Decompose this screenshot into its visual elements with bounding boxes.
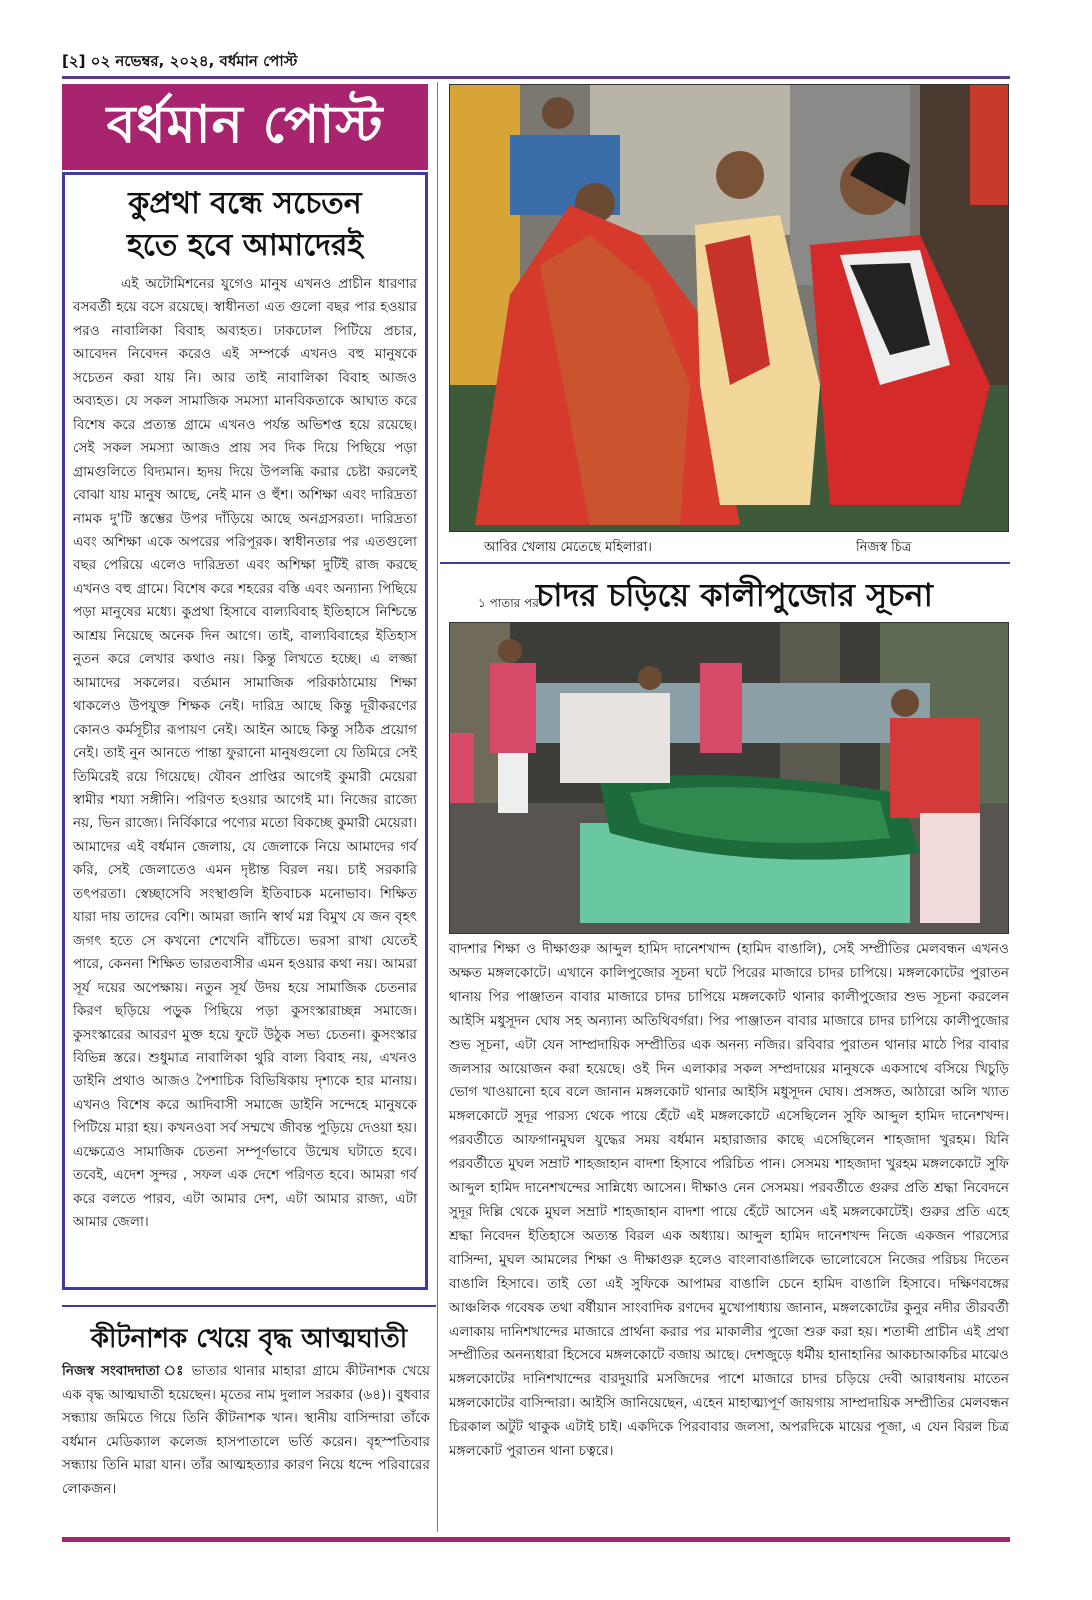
news2-body: ভাতার থানার মাহারা গ্রামে কীটনাশক খেয়ে এক বৃদ্ধ আত্মঘাতী হয়েছেন। মৃতের নাম দুলাল সরকার (৬৪)। বুধবার সন্ধ্যায় জমিতে গিয়ে তিনি কীটনাশক খান। স্থানীয় বাসিন্দারা তাঁকে বর্ধমান মেডিক্যাল কলেজ হাসপাতালে ভর্তি করেন। বৃহস্পতিবার সন্ধ্যায় তিনি মারা যান। তাঁর আত্মহত্যার কারণ নিয়ে ধন্দে পরিবারের লোকজন।	[62, 1363, 430, 1497]
photo1-caption: আবির খেলায় মেতেছে মহিলারা।	[484, 540, 652, 555]
top-rule	[62, 76, 1010, 79]
editorial-box	[62, 172, 428, 1290]
masthead	[62, 84, 428, 170]
masthead-title: বর্ধমান পোস্ট	[106, 94, 384, 155]
bottom-rule	[62, 1537, 1010, 1542]
abir-khela-photo	[449, 84, 1009, 532]
photo1-credit: নিজস্ব চিত্র	[856, 540, 912, 555]
page-folio: [২] ০২ নভেম্বর, ২০২৪, বর্ধমান পোস্ট	[62, 52, 298, 70]
chadar-mazar-photo	[449, 622, 1009, 934]
news1-headline: চাদর চড়িয়ে কালীপুজোর সূচনা	[536, 576, 933, 614]
section-rule-right	[440, 562, 1010, 564]
news1-body: বাদশার শিক্ষা ও দীক্ষাগুরু আব্দুল হামিদ দানেশখান্দ (হামিদ বাঙালি), সেই সম্প্রীতির মেলবন্ধন এখনও অক্ষত মঙ্গলকোটে। এখানে কালিপুজোর সূচনা ঘটে পিরের মাজারে চাদর চাপিয়ে। মঙ্গলকোটের পুরাতন থানায় পির পাঞ্জাতন বাবার মাজারে চাদর চাপিয়ে মঙ্গলকোট থানার কালীপুজোর শুভ সূচনা করলেন আইসি মধুসূদন ঘোষ সহ অন্যান্য অতিথিবর্গরা। পির পাঞ্জাতন বাবার মাজারে চাদর চাপিয়ে কালীপুজোর শুভ সূচনা, এটা যেন সাম্প্রদায়িক সম্প্রীতির এক অনন্য নজির। রবিবার পুরাতন থানার মাঠে পির বাবার জলসার আয়োজন করা হয়েছে। ওই দিন এলাকার সকল সম্প্রদায়ের মানুষকে একসাথে বসিয়ে খিচুড়ি ভোগ খাওয়ানো হবে বলে জানান মঙ্গলকোট থানার আইসি মধুসূদন ঘোষ। প্রসঙ্গত, আঠারো অলি খ্যাত মঙ্গলকোটে সুদূর পারস্য থেকে পায়ে হেঁটে এই মঙ্গলকোটে এসেছিলেন সুফি আব্দুল হামিদ দানেশখন্দ। পরবর্তীতে আফগানমুঘল যুদ্ধের সময় বর্ধমান মহারাজার কাছে এসেছিলেন শাহজাদা খুরহম। যিনি পরবর্তীতে মুঘল সম্রাট শাহজাহান বাদশা হিসাবে পরিচিত পান। সেসময় শাহজাদা খুরহম মঙ্গলকোটে সুফি আব্দুল হামিদ দানেশখন্দের সান্নিধ্যে আসেন। দীক্ষাও নেন সেসময়। পরবর্তীতে গুরুর প্রতি শ্রদ্ধা নিবেদনে সুদূর দিল্লি থেকে মুঘল সম্রাট শাহজাহান বাদশা পায়ে হেঁটে আসেন এই মঙ্গলকোটেই। গুরুর প্রতি এহে শ্রদ্ধা নিবেদন ইতিহাসে অত্যন্ত বিরল এক অধ্যায়। আব্দুল হামিদ দানেশখন্দ নিজে একজন পারস্যের বাসিন্দা, মুঘল আমলের শিক্ষা ও দীক্ষাগুরু হলেও বাংলাবাঙালিকে ভালোবেসে নিজের পরিচয় দিতেন বাঙালি হিসাবে। তাই তো এই সুফিকে আপামর বাঙালি চেনে হামিদ বাঙালি হিসাবে। দক্ষিণবঙ্গের আঞ্চলিক গবেষক তথা বর্ষীয়ান সাংবাদিক রণদেব মুখোপাধ্যায় জানান, মঙ্গলকোটের কুনুর নদীর তীরবর্তী এলাকায় দানিশখান্দের মাজারে প্রার্থনা করার পর মাকালীর পুজো শুরু করা হয়। শতাব্দী প্রাচীন এই প্রথা সম্প্রীতির অনন্যধারা হিসেবে মঙ্গলকোটে বজায় আছে। দেশজুড়ে ধর্মীয় হানাহানির আকচাআকচির মাঝেও মঙ্গলকোটের দানিশখান্দের বারদুয়ারি মসজিদের পাশে মাজারে চাদর চড়িয়ে দেবী আরাধনায় মাতেন মঙ্গলকোটের বাসিন্দারা। আইসি জানিয়েছেন, এহেন মাহাত্ম্যপূর্ণ জায়গায় সাম্প্রদায়িক সম্প্রীতির মেলবন্ধন চিরকাল অটুট থাকুক এটাই চাই। একদিকে পিরবাবার জলসা, অপরদিকে মায়ের পূজা, এ যেন বিরল চিত্র মঙ্গলকোট পুরাতন থানা চত্বরে।	[449, 941, 1009, 1460]
editorial-title-line1: কুপ্রথা বন্ধে সচেতন	[128, 186, 362, 221]
news2-article	[62, 1360, 430, 1501]
news2-byline: নিজস্ব সংবাদদাতা ঃ	[62, 1363, 186, 1379]
editorial-body: এই অটোমিশনের যুগেও মানুষ এখনও প্রাচীন ধারণার বসবর্তী হয়ে বসে রয়েছে। স্বাধীনতা এত গুলো বছর পার হওয়ার পরও নাবালিকা বিবাহ অব্যহত। ঢাকঢোল পিটিয়ে প্রচার, আবেদন নিবেদন করেও এই সম্পর্কে এখনও বহু মানুষকে সচেতন করা যায় নি। আর তাই নাবালিকা বিবাহ আজও অব্যহত। যে সকল সামাজিক সমস্যা মানবিকতাকে আঘাত করে বিশেষ করে প্রত্যন্ত গ্রামে এখনও পর্যন্ত অভিশপ্ত হয়ে রয়েছে। সেই সকল সমস্যা আজও প্রায় সব দিক দিয়ে পিছিয়ে পড়া গ্রামগুলিতে বিদ্যমান। হৃদয় দিয়ে উপলব্ধি করার চেষ্টা করলেই বোঝা যায় মানুষ আছে, নেই মান ও হুঁশ। অশিক্ষা এবং দারিদ্রতা নামক দু'টি স্তম্ভের উপর দাঁড়িয়ে আছে অনগ্রসরতা। দারিদ্রতা এবং অশিক্ষা একে অপরের পরিপূরক। স্বাধীনতার পর এতগুলো বছর পেরিয়ে এলেও দারিদ্রতা এবং অশিক্ষা দুটিই রাজ করছে এখনও বহু গ্রামে। বিশেষ করে শহরের বস্তি এবং অন্যান্য পিছিয়ে পড়া মানুষের মধ্যে। কুপ্রথা হিসাবে বাল্যবিবাহ ইতিহাসে নিশ্চিন্তে আশ্রয় নিয়েছে অনেক দিন আগে। তাই, বাল্যবিবাহের ইতিহাস নুতন করে লেখার কথাও নয়। কিন্তু লিখতে হচ্ছে। এ লজ্জা আমাদের সকলের। বর্তমান সামাজিক পরিকাঠামোয় শিক্ষা থাকলেও উপযুক্ত শিক্ষক নেই। দারিদ্র আছে কিন্তু দূরীকরণের কোনও কর্মসূচীর রূপায়ণ নেই। আইন আছে কিন্তু সঠিক প্রয়োগ নেই। তাই নুন আনতে পান্তা ফুরানো মানুষগুলো যে তিমিরে সেই তিমিরেই রয়ে গিয়েছে। যৌবন প্রাপ্তির আগেই কুমারী মেয়েরা স্বামীর শয্যা সঙ্গীনি। পরিণত হওয়ার আগেই মা। নিজের রাজ্যে নয়, ভিন রাজ্যে। নির্বিকারে পণ্যের মতো বিকচ্ছে কুমারী মেয়েরা। আমাদের এই বর্ধমান জেলায়, যে জেলাকে নিয়ে আমাদের গর্ব করি, সেই জেলাতেও এমন দৃষ্টান্ত বিরল নয়। চাই সরকারি তৎপরতা। স্বেচ্ছাসেবি সংস্থাগুলি ইতিবাচক মনোভাব। শিক্ষিত যারা দায় তাদের বেশি। আমরা জানি স্বার্থ মগ্ন বিমুখ যে জন বৃহৎ জগৎ হতে সে কখনো শেখেনি বাঁচিতে। ভরসা রাখা যেতেই পারে, কেননা শিক্ষিত ভারতবাসীর এমন হওয়ার কথা নয়। আমরা সূর্য দয়ের অপেক্ষায়। নতুন সূর্য উদয় হয়ে সামাজিক চেতনার কিরণ ছড়িয়ে পড়ুক পিছিয়ে পড়া কুসংস্কারাচ্ছন্ন সমাজে। কুসংস্কারের আবরণ মুক্ত হয়ে ফুটে উঠুক সভ্য চেতনা। কুসংস্কার বিভিন্ন স্তরে। শুধুমাত্র নাবালিকা থুরি বাল্য বিবাহ নয়, এখনও ডাইনি প্রথাও আজও পৈশাচিক বিভিষিকায় দৃশ্যকে হার মানায়। এখনও বিশেষ করে আদিবাসী সমাজে ডাইনি সন্দেহে মানুষকে পিটিয়ে মারা হয়। কখনওবা সর্ব সম্মখে জীবন্ত পুড়িয়ে দেওয়া হয়। এক্ষেত্রেও সামাজিক চেতনা সম্পূর্ণভাবে উন্মেষ ঘটাতে হবে। তবেই, এদেশ সুন্দর , সফল এক দেশে পরিণত হবে। আমরা গর্ব করে বলতে পারব, এটা আমার দেশ, এটা আমার রাজ্য, এটা আমার জেলা।	[73, 276, 417, 1231]
editorial-title	[73, 183, 417, 267]
column-divider	[437, 82, 438, 1532]
section-rule-left	[62, 1305, 436, 1307]
continued-from-label: ১ পাতার পর	[478, 596, 539, 610]
editorial-title-line2: হতে হবে আমাদেরই	[127, 228, 363, 263]
news2-headline: কীটনাশক খেয়ে বৃদ্ধ আত্মঘাতী	[90, 1324, 408, 1354]
photo1-illustration	[450, 85, 1009, 532]
photo2-illustration	[450, 623, 1009, 934]
